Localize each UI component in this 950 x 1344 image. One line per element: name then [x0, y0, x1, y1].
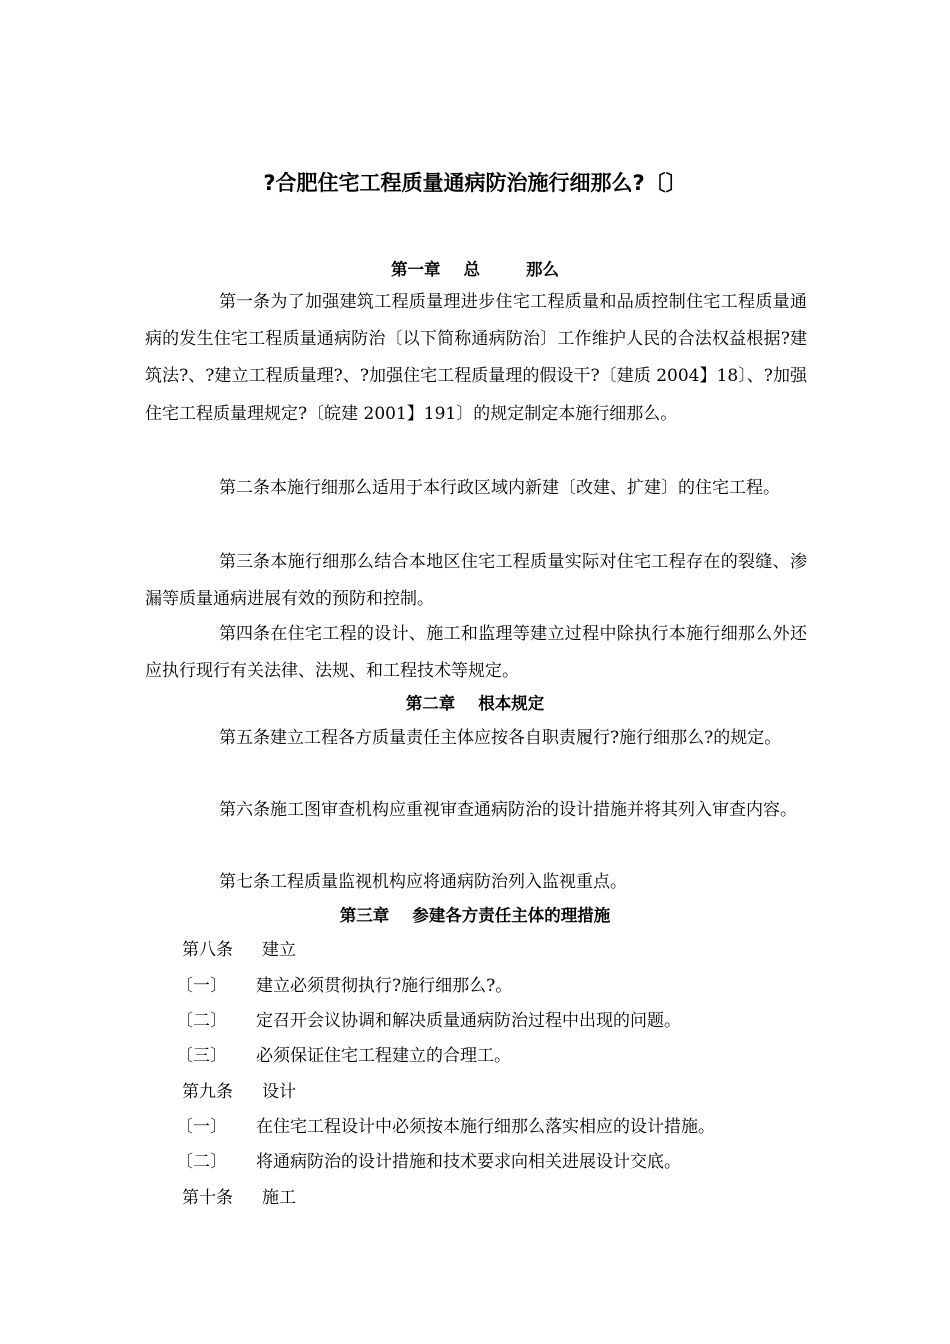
list-item — [145, 1149, 807, 1175]
article-2 — [145, 470, 807, 507]
article-label: 第十条 — [182, 1188, 233, 1208]
list-item — [145, 1008, 807, 1034]
item-text: 将通病防治的设计措施和技术要求向相关进展设计交底。 — [256, 1152, 681, 1172]
article-text: 工程质量监视机构应将通病防治列入监视重点。 — [270, 872, 627, 892]
item-text: 定召开会议协调和解决质量通病防治过程中出现的问题。 — [256, 1011, 681, 1031]
article-6 — [145, 792, 807, 829]
article-label: 第四条 — [219, 624, 270, 644]
item-marker: 〔一〕 — [176, 1117, 227, 1137]
article-text: 在住宅工程的设计、施工和监理等建立过程中除执行本施行细那么外还应执行现行有关法律、法规、和工程技术等规定。 — [145, 624, 807, 682]
article-label: 第三条 — [219, 552, 270, 572]
item-text: 建立必须贯彻执行?施行细那么?。 — [256, 976, 513, 996]
article-label: 第二条 — [219, 478, 270, 498]
chapter-3-heading: 第三章 参建各方责任主体的理措施 — [339, 906, 611, 925]
item-marker: 〔二〕 — [176, 1011, 227, 1031]
list-item — [145, 973, 807, 999]
article-text: 为了加强建筑工程质量理进步住宅工程质量和品质控制住宅工程质量通病的发生住宅工程质量通病防治〔以下简称通病防治〕工作维护人民的合法权益根据?建筑法?、?建立工程质量理?、?加强住宅工程质量理的假设干?〔建质 2004】18〕、?加强住宅工程质量理规定?〔皖建 2001】191〕的规定制定本施行细那么。 — [145, 292, 807, 424]
list-item — [145, 1043, 807, 1069]
article-text: 建立 — [262, 940, 296, 960]
item-text: 必须保证住宅工程建立的合理工。 — [256, 1046, 511, 1066]
article-8 — [145, 937, 807, 963]
article-text: 设计 — [262, 1082, 296, 1102]
item-marker: 〔二〕 — [176, 1152, 227, 1172]
article-label: 第六条 — [219, 800, 270, 820]
article-text: 本施行细那么结合本地区住宅工程质量实际对住宅工程存在的裂缝、渗漏等质量通病进展有效的预防和控制。 — [145, 552, 807, 610]
document-title: ?合肥住宅工程质量通病防治施行细那么?〔〕 — [263, 171, 687, 195]
article-text: 施工图审查机构应重视审查通病防治的设计措施并将其列入审查内容。 — [270, 800, 797, 820]
article-label: 第八条 — [182, 940, 233, 960]
article-text: 施工 — [262, 1188, 296, 1208]
list-item — [145, 1114, 807, 1140]
article-label: 第一条 — [219, 292, 270, 312]
article-text: 建立工程各方质量责任主体应按各自职责履行?施行细那么?的规定。 — [270, 728, 782, 748]
article-9 — [145, 1079, 807, 1105]
article-text: 本施行细那么适用于本行政区域内新建〔改建、扩建〕的住宅工程。 — [270, 478, 780, 498]
article-label: 第五条 — [219, 728, 270, 748]
article-3 — [145, 544, 807, 618]
chapter-2-heading: 第二章 根本规定 — [405, 694, 545, 713]
item-text: 在住宅工程设计中必须按本施行细那么落实相应的设计措施。 — [256, 1117, 715, 1137]
article-1 — [145, 284, 807, 433]
chapter-1-heading: 第一章 总 那么 — [391, 260, 559, 279]
article-7 — [145, 864, 807, 901]
article-10 — [145, 1185, 807, 1211]
item-marker: 〔一〕 — [176, 976, 227, 996]
item-marker: 〔三〕 — [176, 1046, 227, 1066]
article-label: 第九条 — [182, 1082, 233, 1102]
article-label: 第七条 — [219, 872, 270, 892]
article-5 — [145, 720, 807, 757]
article-4 — [145, 616, 807, 690]
